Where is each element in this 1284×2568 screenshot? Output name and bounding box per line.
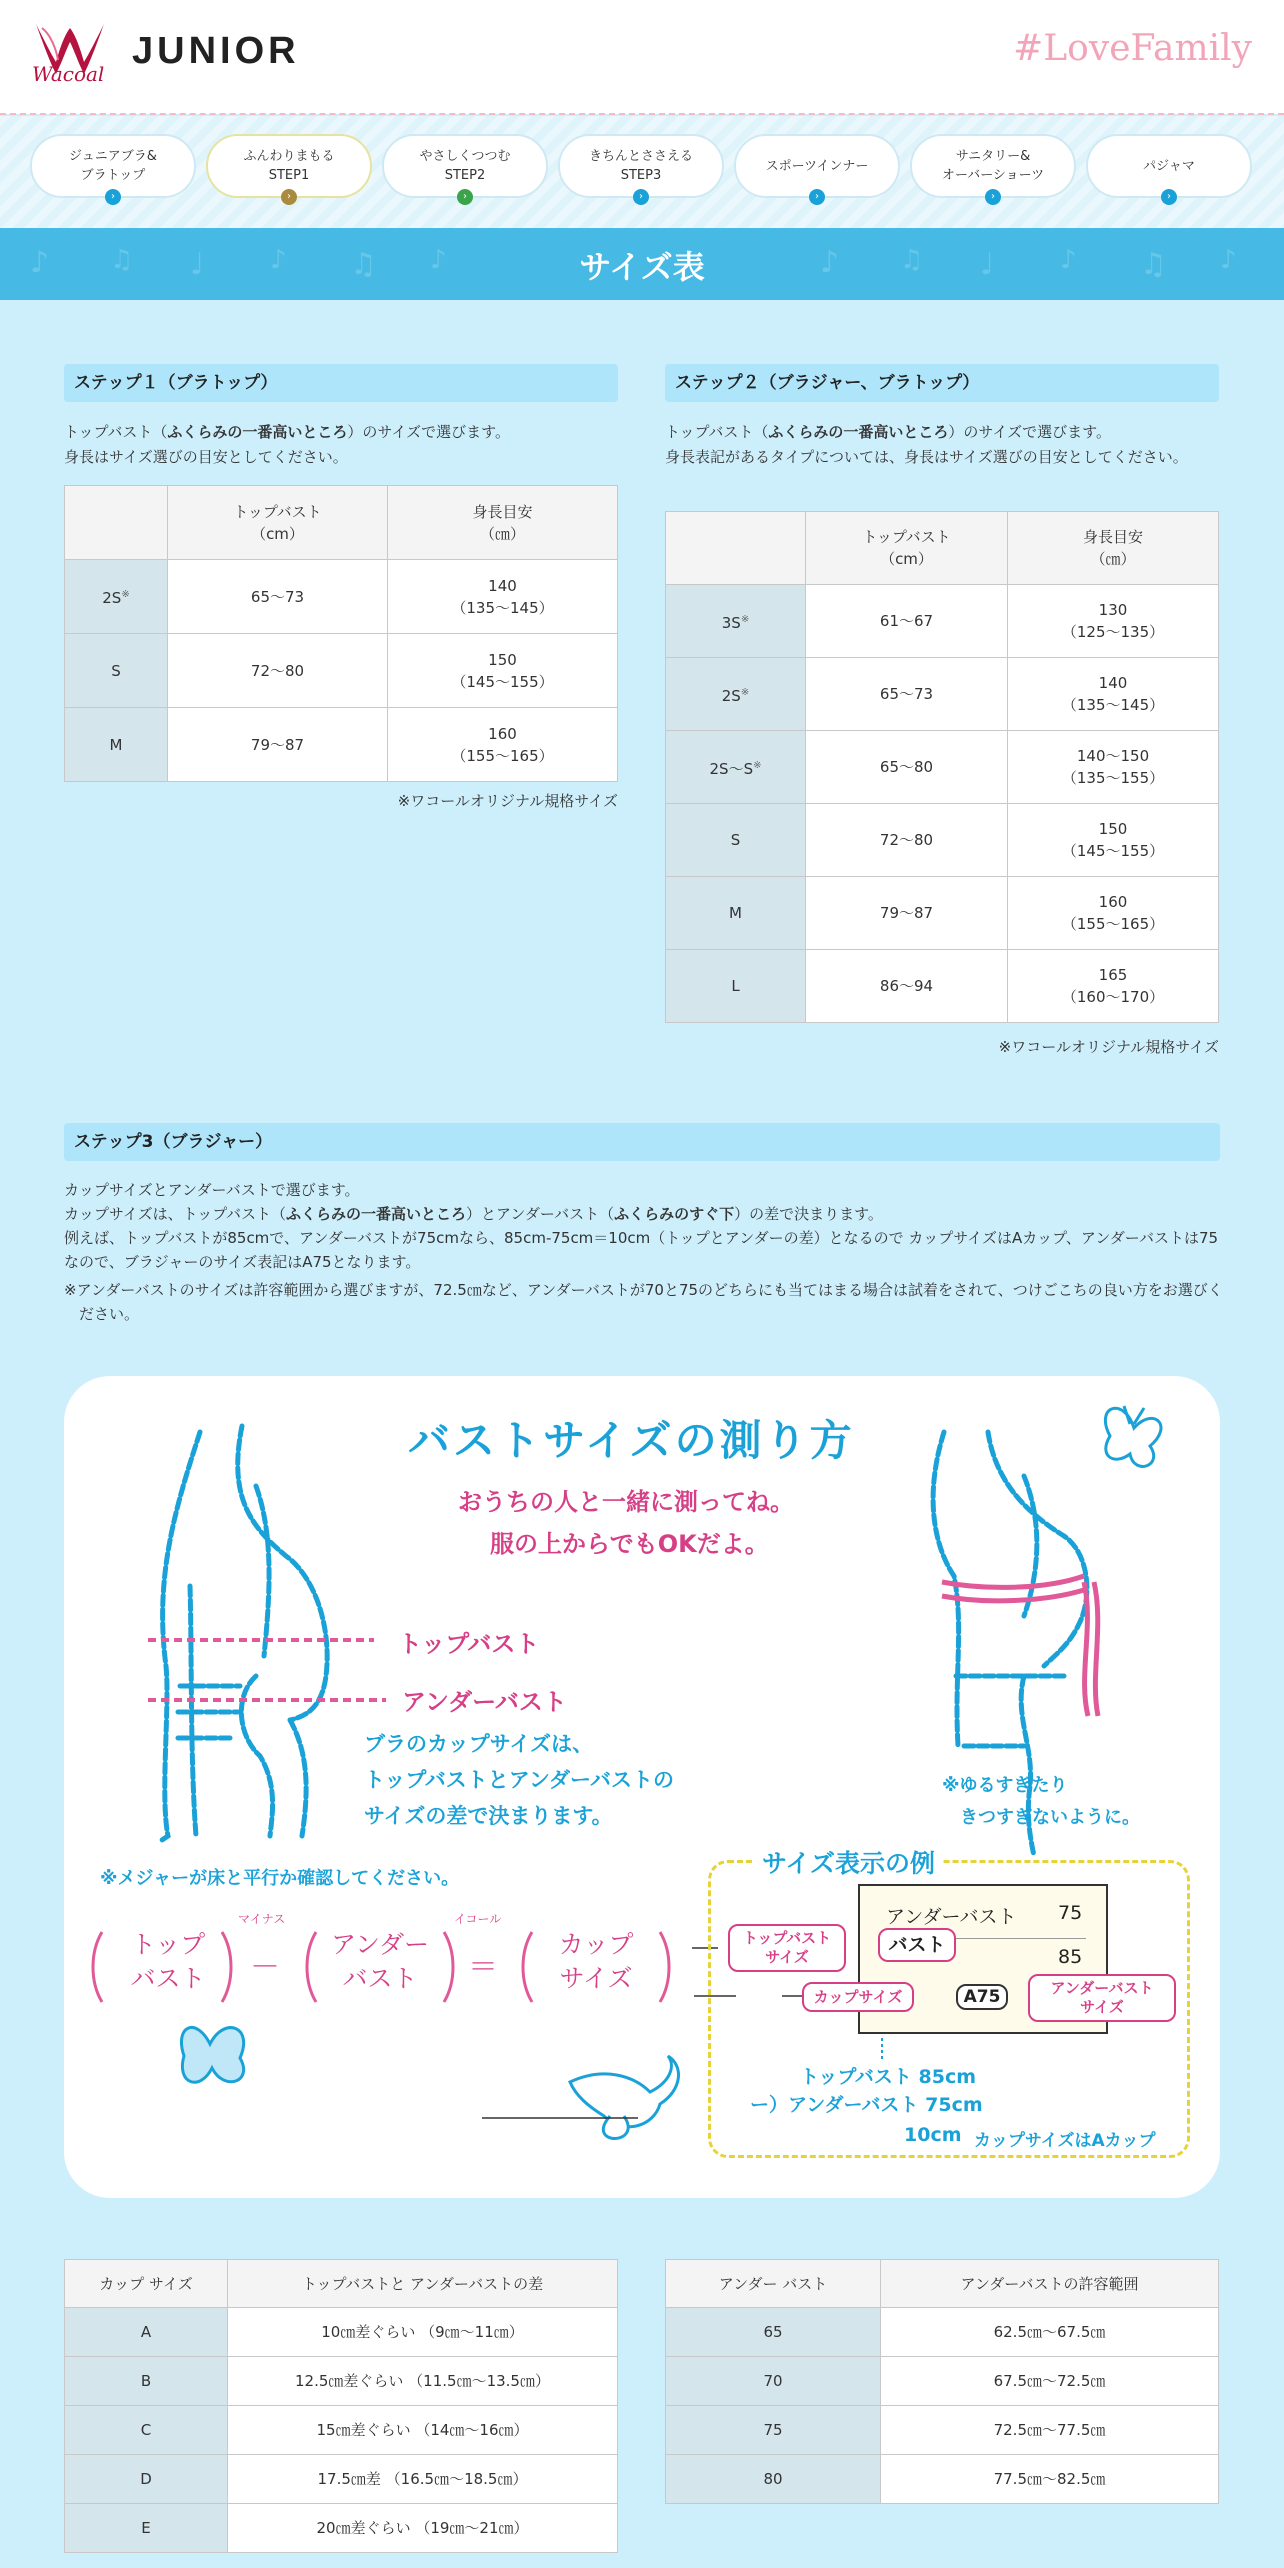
table-row	[65, 708, 618, 782]
cup-label: A	[65, 2308, 228, 2357]
table-header: 身長目安 （㎝）	[388, 486, 618, 560]
label-top-bust-size: トップバスト サイズ	[728, 1924, 846, 1972]
table-row	[666, 2406, 1219, 2455]
caution-parallel: ※メジャーが床と平行か確認してください。	[100, 1868, 460, 1889]
size-label: M	[666, 877, 806, 950]
cup-diff: 15㎝差ぐらい （14㎝～16㎝）	[228, 2406, 618, 2455]
step3-description: カップサイズとアンダーバストで選びます。 カップサイズは、トップバスト（ふくらみの一番高いところ）とアンダーバスト（ふくらみのすぐ下）の差で決まります。 例えば、トップバストが85cmで、アンダーバストが75cmなら、85cm-75cm＝10cm（トップとアンダーの差）となるので カップサイズはAカップ、アンダーバストは75なので、ブラジャーのサイズ表記はA75となります。 ※アンダーバストのサイズは許容範囲から選びますが、72.5㎝など、アンダーバストが70と75のどちらにも当てはまる場合は試着をされて、つけごこちの良い方をお選びください。	[64, 1181, 1223, 1323]
label-under-bust-size: アンダーバスト サイズ	[1028, 1974, 1176, 2022]
svg-text:♪: ♪	[1060, 245, 1077, 275]
table-header	[666, 512, 806, 585]
calc-result: 10cm	[904, 2124, 962, 2146]
table-row	[666, 2455, 1219, 2504]
step1-description: トップバスト（ふくらみの一番高いところ）のサイズで選びます。 身長はサイズ選びの目安としてください。	[64, 423, 510, 466]
under-bust-table	[665, 2259, 1219, 2504]
svg-text:♪: ♪	[430, 245, 447, 275]
top-bust-value: 61～67	[806, 585, 1008, 658]
hashtag: #LoveFamily	[1013, 28, 1252, 69]
size-label: S	[666, 804, 806, 877]
height-value: 150 （145～155）	[388, 634, 618, 708]
table-header: カップ サイズ	[65, 2260, 228, 2308]
under-bust-range: 77.5㎝～82.5㎝	[881, 2455, 1219, 2504]
page-title: サイズ表	[579, 248, 705, 286]
under-bust-range: 62.5㎝～67.5㎝	[881, 2308, 1219, 2357]
svg-text:♫: ♫	[900, 245, 924, 275]
formula-cup-size: カップ サイズ	[558, 1930, 634, 1993]
illustration-subtitle-1: おうちの人と一緒に測ってね。	[458, 1488, 794, 1516]
top-bust-label: トップバスト	[398, 1630, 540, 1658]
top-bust-value: 79～87	[168, 708, 388, 782]
table-header: トップバスト （cm）	[168, 486, 388, 560]
svg-text:♩: ♩	[980, 247, 995, 282]
table-row	[65, 2308, 618, 2357]
size-label: S	[65, 634, 168, 708]
nav-item-step1[interactable]	[206, 134, 372, 202]
cup-diff: 12.5㎝差ぐらい （11.5㎝～13.5㎝）	[228, 2357, 618, 2406]
original-size-mark: ※	[740, 613, 750, 625]
table-row	[65, 2406, 618, 2455]
calc-under-bust: ー）アンダーバスト 75cm	[750, 2094, 983, 2116]
tag-under-value: 75	[1058, 1902, 1083, 1924]
formula-equal-ruby: イコール	[454, 1912, 502, 1926]
step1-note: ※ワコールオリジナル規格サイズ	[397, 792, 618, 810]
step3-heading: ステップ3（ブラジャー）	[64, 1123, 1220, 1161]
svg-text:♪: ♪	[820, 245, 840, 280]
original-size-mark: ※	[121, 589, 130, 600]
table-row	[666, 2308, 1219, 2357]
original-size-mark: ※	[740, 686, 750, 698]
table-header	[65, 486, 168, 560]
formula-under-bust: アンダー バスト	[330, 1930, 429, 1993]
nav-item-label: ふんわりまもる STEP1	[243, 149, 335, 183]
size-label: L	[666, 950, 806, 1023]
svg-text:♩: ♩	[190, 247, 205, 282]
table-row	[65, 2455, 618, 2504]
top-bust-value: 86～94	[806, 950, 1008, 1023]
title-band	[0, 228, 1284, 300]
under-bust-label: 70	[666, 2357, 881, 2406]
svg-text:♪: ♪	[30, 245, 50, 280]
table-row	[666, 658, 1219, 731]
table-row	[65, 560, 618, 634]
site-header	[0, 0, 1284, 114]
formula-equal: ＝	[468, 1950, 498, 1985]
size-label: 3S	[721, 613, 741, 632]
height-value: 130 （125～135）	[1008, 585, 1219, 658]
tag-bust-label: バスト	[878, 1928, 956, 1962]
step2-description: トップバスト（ふくらみの一番高いところ）のサイズで選びます。 身長表記があるタイプについては、身長はサイズ選びの目安としてください。	[665, 423, 1188, 466]
step1-size-table	[64, 485, 618, 782]
nav-item-pajama[interactable]	[1086, 134, 1252, 202]
under-bust-range: 72.5㎝～77.5㎝	[881, 2406, 1219, 2455]
nav-item-step2[interactable]	[382, 134, 548, 202]
header-divider	[0, 113, 1284, 115]
table-row	[65, 2504, 618, 2553]
table-header: アンダー バスト	[666, 2260, 881, 2308]
height-value: 160 （155～165）	[388, 708, 618, 782]
measurement-illustration-card	[64, 1376, 1220, 2198]
size-label: 2S～S	[709, 759, 754, 778]
table-row	[666, 731, 1219, 804]
top-bust-value: 72～80	[168, 634, 388, 708]
chevron-right-icon: ›	[105, 189, 121, 205]
step2-heading: ステップ２（ブラジャー、ブラトップ）	[665, 364, 1219, 402]
svg-text:♪: ♪	[270, 245, 287, 275]
nav-item-step3[interactable]	[558, 134, 724, 202]
cup-size-explanation: ブラのカップサイズは、 トップバストとアンダーバストの サイズの差で決まります。	[364, 1732, 674, 1828]
cup-diff: 20㎝差ぐらい （19㎝～21㎝）	[228, 2504, 618, 2553]
height-value: 160 （155～165）	[1008, 877, 1219, 950]
size-label: 2S	[102, 589, 122, 607]
nav-item-label: サニタリー& オーバーショーツ	[941, 149, 1045, 183]
step2-note: ※ワコールオリジナル規格サイズ	[998, 1038, 1219, 1056]
chevron-right-icon: ›	[281, 189, 297, 205]
height-value: 140～150 （135～155）	[1008, 731, 1219, 804]
cup-diff: 10㎝差ぐらい （9㎝～11㎝）	[228, 2308, 618, 2357]
top-bust-value: 72～80	[806, 804, 1008, 877]
height-value: 150 （145～155）	[1008, 804, 1219, 877]
table-header: トップバストと アンダーバストの差	[228, 2260, 618, 2308]
size-label: 2S	[721, 686, 741, 705]
chevron-right-icon: ›	[1161, 189, 1177, 205]
tag-size-code: A75	[956, 1984, 1008, 2010]
table-row	[666, 877, 1219, 950]
cup-label: D	[65, 2455, 228, 2504]
cup-diff: 17.5㎝差 （16.5㎝～18.5㎝）	[228, 2455, 618, 2504]
formula-minus-ruby: マイナス	[238, 1912, 286, 1926]
table-row	[666, 585, 1219, 658]
svg-text:♫: ♫	[110, 245, 134, 275]
under-bust-label: 80	[666, 2455, 881, 2504]
illustration-title: バストサイズの測り方	[408, 1416, 855, 1465]
brand-title[interactable]: JUNIOR	[132, 30, 300, 72]
label-cup-size: カップサイズ	[802, 1982, 914, 2012]
table-row	[65, 2357, 618, 2406]
height-value: 165 （160～170）	[1008, 950, 1219, 1023]
height-value: 140 （135～145）	[1008, 658, 1219, 731]
top-bust-value: 65～73	[168, 560, 388, 634]
under-bust-range: 67.5㎝～72.5㎝	[881, 2357, 1219, 2406]
formula-top-bust: トップ バスト	[130, 1930, 206, 1993]
cup-label: B	[65, 2357, 228, 2406]
table-header: トップバスト （cm）	[806, 512, 1008, 585]
nav-item-sanitary[interactable]	[910, 134, 1076, 202]
calc-top-bust: トップバスト 85cm	[800, 2066, 977, 2088]
table-row	[65, 634, 618, 708]
tag-bust-value: 85	[1058, 1946, 1083, 1968]
table-row	[666, 2357, 1219, 2406]
size-label: M	[65, 708, 168, 782]
under-bust-label: 65	[666, 2308, 881, 2357]
table-row	[666, 950, 1219, 1023]
illustration-subtitle-2: 服の上からでもOKだよ。	[490, 1530, 769, 1558]
table-row	[666, 804, 1219, 877]
cup-size-table	[64, 2259, 618, 2553]
nav-item-junior-bra[interactable]	[30, 134, 196, 202]
table-header: 身長目安 （㎝）	[1008, 512, 1219, 585]
under-bust-label: アンダーバスト	[402, 1688, 567, 1716]
table-header: アンダーバストの許容範囲	[881, 2260, 1219, 2308]
nav-item-sports[interactable]	[734, 134, 900, 202]
step1-heading: ステップ１（ブラトップ）	[64, 364, 618, 402]
top-bust-value: 79～87	[806, 877, 1008, 950]
original-size-mark: ※	[753, 759, 762, 771]
logo-wordmark: Wacoal	[32, 62, 105, 86]
top-bust-value: 65～80	[806, 731, 1008, 804]
top-bust-value: 65～73	[806, 658, 1008, 731]
cup-label: C	[65, 2406, 228, 2455]
svg-text:♫: ♫	[350, 247, 377, 282]
nav-item-label: スポーツインナー	[765, 158, 869, 174]
chevron-right-icon: ›	[633, 189, 649, 205]
step2-size-table	[665, 511, 1219, 1023]
svg-text:♪: ♪	[1220, 245, 1237, 275]
tag-under-label: アンダーバスト	[886, 1906, 1017, 1928]
chevron-right-icon: ›	[809, 189, 825, 205]
under-bust-label: 75	[666, 2406, 881, 2455]
cup-label: E	[65, 2504, 228, 2553]
nav-item-label: やさしくつつむ STEP2	[419, 149, 511, 183]
chevron-right-icon: ›	[457, 189, 473, 205]
formula-minus: －	[250, 1950, 280, 1985]
chevron-right-icon: ›	[985, 189, 1001, 205]
nav-item-label: きちんとささえる STEP3	[588, 149, 693, 183]
caution-fit: ※ゆるすぎたり きつすぎないように。	[942, 1775, 1140, 1828]
height-value: 140 （135～145）	[388, 560, 618, 634]
category-nav	[0, 116, 1284, 228]
calc-cup-result: カップサイズはAカップ	[974, 2131, 1156, 2151]
svg-text:♫: ♫	[1140, 247, 1167, 282]
nav-item-label: パジャマ	[1143, 158, 1195, 174]
nav-item-label: ジュニアブラ& ブラトップ	[69, 149, 157, 183]
size-example-title: サイズ表示の例	[754, 1844, 943, 1880]
